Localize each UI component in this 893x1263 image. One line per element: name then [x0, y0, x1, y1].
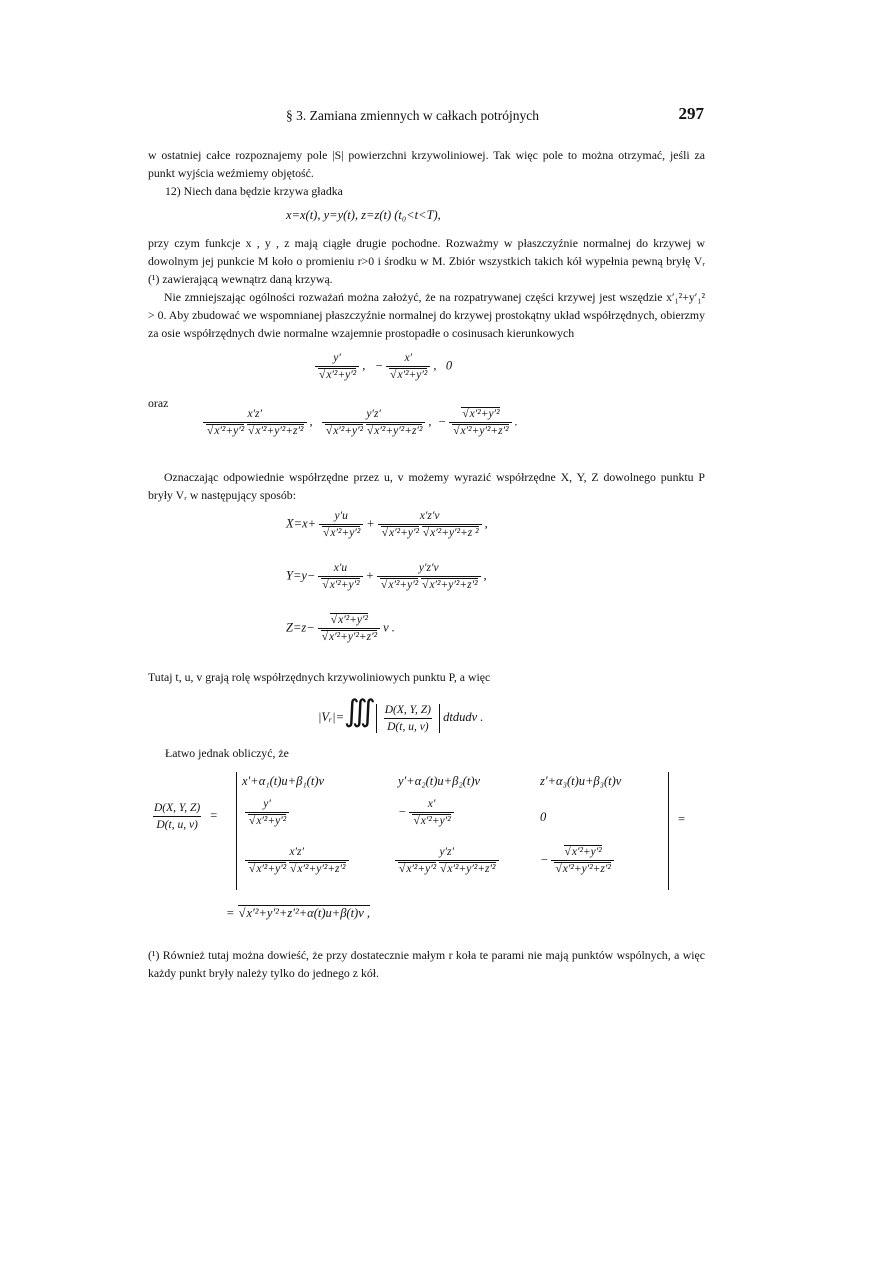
fraction [245, 846, 349, 875]
paragraph-2: 12) Niech dana będzie krzywa gładka [165, 184, 343, 198]
tail: dtdudv . [443, 710, 484, 724]
page-header [146, 104, 706, 128]
numerator [561, 846, 605, 860]
row2-col1 [242, 798, 292, 827]
lhs: Y=y− [286, 568, 316, 583]
equation-X: X=x+ y′u √ x′²+y′² + x′z′v √ x′²+y′² √ x′²+y′²+z ² , [286, 510, 488, 539]
denominator [315, 366, 359, 381]
denominator [245, 812, 289, 827]
sqrt: √ x′²+y′²+z ² [422, 526, 479, 539]
denominator [322, 422, 426, 437]
denominator [245, 860, 349, 875]
numerator: x′z′v [419, 510, 440, 522]
jacobian-determinant [148, 772, 693, 890]
sqrt: √ x′²+y′²+z′² [421, 578, 477, 591]
sqrt: √ x′²+y′²+z′² [289, 862, 345, 875]
triple-integral-sign: ∭ [344, 695, 376, 728]
fraction [203, 408, 307, 437]
sqrt: √ x′²+y′² [398, 862, 436, 875]
sqrt: √ x′²+y′² [461, 407, 499, 420]
fraction [322, 408, 426, 437]
numerator: D(X, Y, Z) [154, 802, 201, 814]
abs-bars [376, 704, 440, 733]
paragraph-5-text: Oznaczając odpowiednie współrzędne przez u, v możemy wyrazić współrzędne X, Y, Z dowolnego punktu P bryły Vᵣ w następujący sposób: [148, 470, 705, 502]
sqrt: √ x′²+y′² [330, 613, 368, 626]
denominator [318, 628, 380, 643]
denominator [377, 576, 481, 591]
footnote-text: (¹) Również tutaj można dowieść, że przy dostatecznie małym r koła te parami nie mają punktów wspólnych, a więc każdy punkt bryły należy tylko do jednego z kół. [148, 948, 705, 980]
sqrt: √ x′²+y′² [380, 578, 418, 591]
row1-col1: x′+α₁(t)u+β₁(t)v [242, 774, 325, 788]
denominator [386, 366, 430, 381]
curve-equation: x=x(t), y=y(t), z=z(t) (t₀<t<T), [286, 208, 441, 222]
paragraph-4 [148, 288, 705, 342]
determinant-result: = √ x′²+y′²+z′²+α(t)u+β(t)v , [226, 906, 370, 921]
denominator [318, 576, 362, 591]
sqrt: √ x′²+y′² [248, 862, 286, 875]
equation-Z [286, 614, 395, 643]
fraction [319, 510, 363, 539]
row3-col3: − √ x′²+y′² √ x′²+y′²+z′² [540, 846, 617, 875]
numerator: y′z′ [366, 408, 381, 420]
denominator [319, 524, 363, 539]
denominator [409, 812, 453, 827]
paragraph-3: przy czym funkcje x , y , z mają ciągłe drugie pochodne. Rozważmy w płaszczyźnie normalnej do krzywej w dowolnym jej punkcie M koło o promieniu r>0 i środku w M. Zbiór wszystkich takich kół wypełnia pewną bryłę Vᵣ (¹) zawierającą wewnątrz daną krzywą. [148, 236, 705, 286]
numerator: y′u [334, 510, 348, 522]
sqrt: √ x′²+y′² [325, 424, 363, 437]
denominator [378, 524, 482, 539]
denominator: D(t, u, v) [384, 718, 432, 733]
numerator: x′u [333, 562, 348, 574]
lhs: |Vᵣ|= [318, 710, 345, 724]
sqrt: √ x′²+y′² [322, 526, 360, 539]
fraction [318, 562, 362, 591]
sqrt: √ x′²+y′²+z′² [247, 424, 303, 437]
fraction [386, 352, 430, 381]
denominator [551, 860, 613, 875]
volume-integral [318, 694, 483, 733]
determinant-left-bar [236, 772, 237, 890]
row1-col2: y′+α₂(t)u+β₂(t)v [398, 774, 481, 788]
row3-col2 [392, 846, 502, 875]
row2-col3: 0 [540, 810, 547, 824]
sqrt: √ x′²+y′²+z′² [366, 424, 422, 437]
fraction [551, 846, 613, 875]
numerator: y′ [333, 352, 341, 364]
denominator [203, 422, 307, 437]
numerator: x′z′ [247, 408, 263, 420]
cosines-second-normal: x′z′ √ x′²+y′² √ x′²+y′²+z′² , y′z′ √ x′²+y′² √ x′²+y′²+z′² , − √ x′²+y′² √ x′²+y′²+z′² . [200, 408, 518, 437]
sqrt: √ x′²+y′² [206, 424, 244, 437]
paragraph-4-text: Nie zmniejszając ogólności rozważań można założyć, że na rozpatrywanej części krzywej jest wszędzie x′₁²+y′₁² > 0. Aby zbudować we wspomnianej płaszczyźnie normalnej do krzywej prostokątny układ współrzędnych, obierzmy za osie współrzędnych dwie normalne wzajemnie prostopadłe o cosinusach kierunkowych [148, 290, 705, 340]
numerator: x′ [427, 798, 436, 810]
fraction [315, 352, 359, 381]
sqrt: √ x′²+y′²+z′² [452, 424, 508, 437]
row1-col3: z′+α₃(t)u+β₃(t)v [540, 774, 622, 788]
sqrt: √ x′²+y′² [248, 814, 286, 827]
sqrt: √ x′²+y′² [321, 578, 359, 591]
paragraph-7: Łatwo jednak obliczyć, że [165, 746, 289, 760]
lhs: Z=z− [286, 620, 315, 635]
footnote [148, 946, 705, 982]
row3-col1 [242, 846, 352, 875]
sqrt: √ x′²+y′²+z′² [321, 630, 377, 643]
running-title: § 3. Zamiana zmiennych w całkach potrójnych [286, 108, 540, 123]
sqrt: √ x′²+y′²+z′² [439, 862, 495, 875]
page-number: 297 [678, 104, 704, 123]
numerator: x′z′ [289, 846, 305, 858]
equals-sign: = [678, 812, 686, 826]
fraction [318, 614, 380, 643]
sqrt: √ x′²+y′² [389, 368, 427, 381]
tail: v . [383, 620, 395, 635]
oraz-label: oraz [148, 396, 169, 410]
sqrt: √ x′²+y′² [381, 526, 419, 539]
sqrt: √ x′²+y′²+z′²+α(t)u+β(t)v , [238, 905, 370, 920]
zero: 0 [445, 358, 453, 373]
numerator: D(X, Y, Z) [384, 703, 431, 716]
equation-Y: Y=y− x′u √ x′²+y′² + y′z′v √ x′²+y′² √ x′²+y′²+z′² , [286, 562, 487, 591]
fraction [382, 704, 434, 733]
fraction [449, 408, 511, 437]
fraction [151, 802, 203, 831]
fraction [377, 562, 481, 591]
denominator [395, 860, 499, 875]
numerator [327, 614, 371, 628]
paragraph-6: Tutaj t, u, v grają rolę współrzędnych krzywoliniowych punktu P, a więc [148, 670, 491, 684]
sqrt: √ x′²+y′² [318, 368, 356, 381]
lhs: X=x+ [286, 516, 317, 531]
fraction [409, 798, 453, 827]
fraction [245, 798, 289, 827]
sqrt: √ x′²+y′² [564, 845, 602, 858]
numerator: x′ [404, 352, 413, 364]
sqrt: √ x′²+y′² [412, 814, 450, 827]
numerator [458, 408, 502, 422]
determinant-right-bar [668, 772, 669, 890]
numerator: y′z′v [418, 562, 439, 574]
denominator: D(t, u, v) [153, 816, 201, 831]
sqrt: √ x′²+y′²+z′² [554, 862, 610, 875]
cosines-first-normal: y′ √ x′²+y′² , − x′ √ x′²+y′² , 0 [312, 352, 452, 381]
numerator: y′z′ [439, 846, 455, 858]
fraction [378, 510, 482, 539]
paragraph-1: w ostatniej całce rozpoznajemy pole |S| powierzchni krzywoliniowej. Tak więc pole to można otrzymać, jeśli za punkt wyjścia weźmiemy objętość. [148, 148, 705, 180]
jacobian-lhs: $\frac{D(X, Y, Z)}{D(t, u, v)}$ = [148, 802, 218, 831]
paragraph-5 [148, 468, 705, 504]
denominator [449, 422, 511, 437]
fraction [395, 846, 499, 875]
numerator: y′ [263, 798, 271, 810]
row2-col2: − x′ √ x′²+y′² [398, 798, 457, 827]
